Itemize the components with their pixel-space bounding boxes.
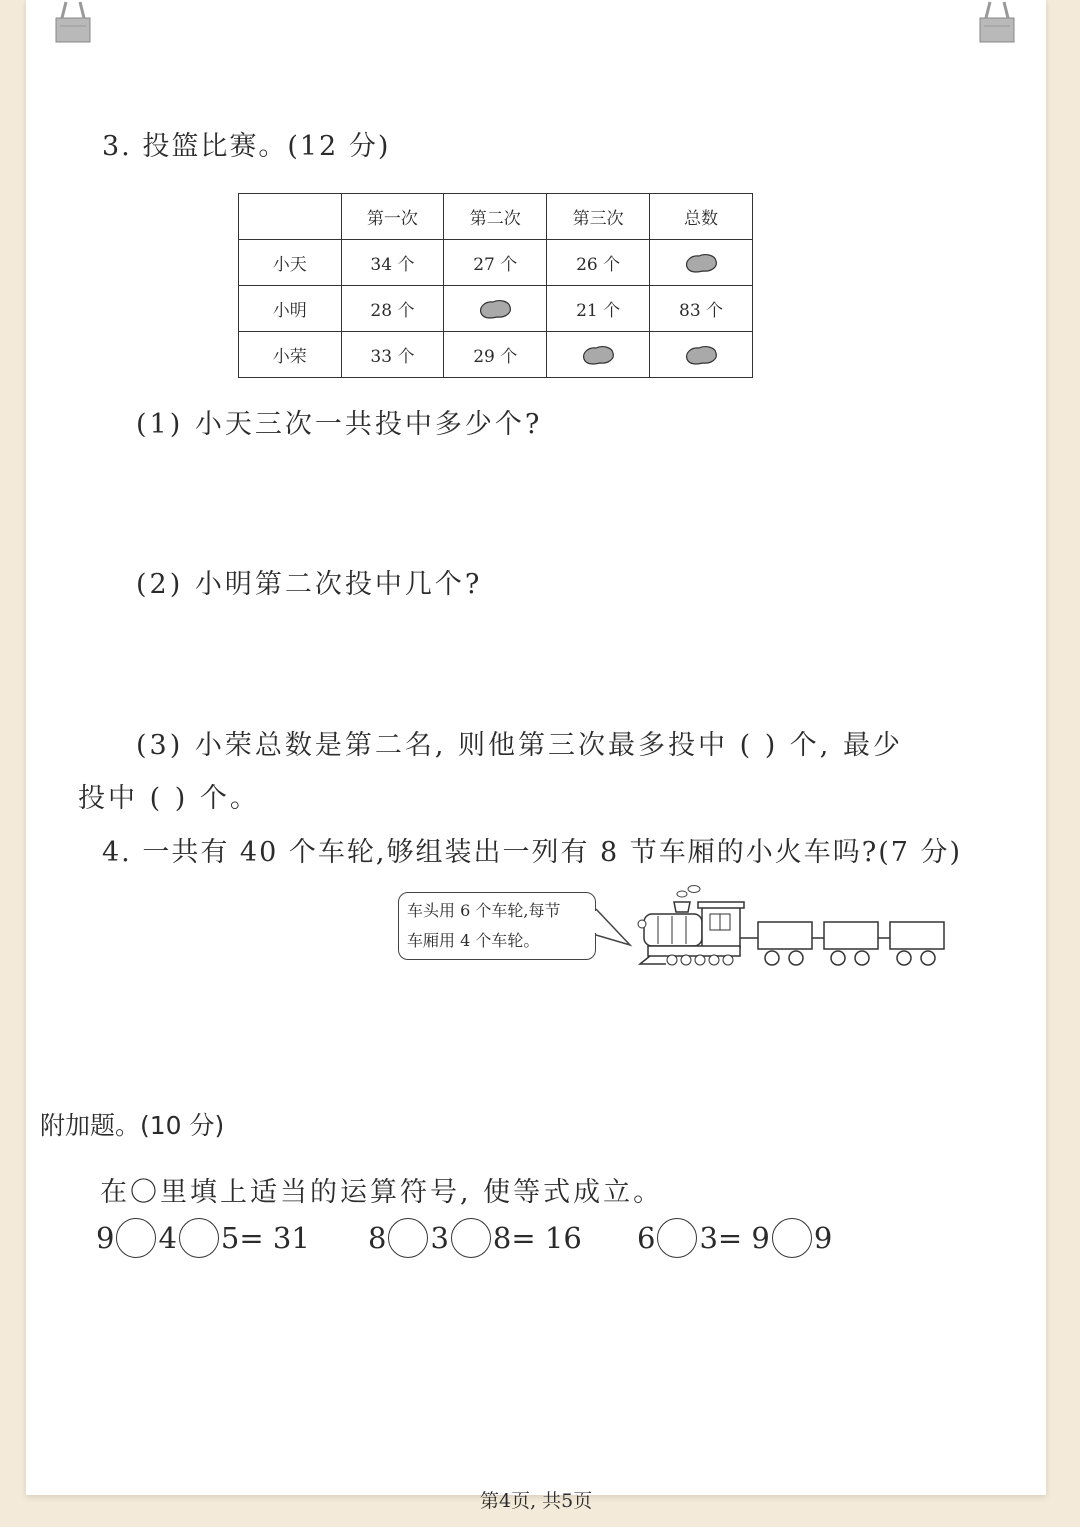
table-cell: 28 个 <box>341 286 444 332</box>
row-name-cell: 小天 <box>239 240 342 286</box>
question-3-part-3-line-2: 投中 ( ) 个。 <box>78 783 260 814</box>
ink-blot-icon <box>683 251 719 275</box>
equation-number: 6 <box>637 1221 656 1255</box>
binder-clip-right-icon <box>976 0 1018 44</box>
question-3-title: 3. 投篮比赛。(12 分) <box>102 131 391 162</box>
bonus-instruction: 在〇里填上适当的运算符号, 使等式成立。 <box>100 1177 664 1208</box>
bubble-text-line-1: 车头用 6 个车轮,每节 <box>407 901 561 920</box>
ink-blot-icon <box>683 343 719 367</box>
row-name-cell: 小荣 <box>239 332 342 378</box>
table-cell: 34 个 <box>341 240 444 286</box>
table-cell: 83 个 <box>650 286 753 332</box>
bubble-text-line-2: 车厢用 4 个车轮。 <box>407 931 540 950</box>
ink-blot-icon <box>477 297 513 321</box>
equation-result: = 16 <box>511 1221 582 1255</box>
table-header-row <box>239 194 753 240</box>
table-row <box>239 286 753 332</box>
operator-circle-input[interactable] <box>772 1218 812 1258</box>
ink-blot-icon <box>580 343 616 367</box>
equation-number: 3 <box>699 1221 718 1255</box>
table-header-cell: 第三次 <box>547 194 650 240</box>
table-header-cell: 总数 <box>650 194 753 240</box>
table-cell-hidden <box>547 332 650 378</box>
equation-number: 4 <box>158 1221 177 1255</box>
equation-number: 5 <box>220 1221 240 1255</box>
equation-3 <box>637 1218 832 1258</box>
equation-2 <box>368 1218 582 1258</box>
equation-number: 9 <box>813 1221 833 1255</box>
page-footer: 第4页, 共5页 <box>480 1490 593 1512</box>
question-3-part-1: (1) 小天三次一共投中多少个? <box>136 409 543 440</box>
table-row <box>239 240 753 286</box>
question-4-title: 4. 一共有 40 个车轮,够组装出一列有 8 节车厢的小火车吗?(7 分) <box>102 837 963 868</box>
question-3-part-2: (2) 小明第二次投中几个? <box>136 569 483 600</box>
table-cell: 29 个 <box>444 332 547 378</box>
equation-1 <box>96 1218 310 1258</box>
table-header-cell <box>239 194 342 240</box>
operator-circle-input[interactable] <box>657 1218 697 1258</box>
equation-result: = 31 <box>239 1221 310 1255</box>
table-cell-hidden <box>650 332 753 378</box>
basketball-score-table <box>238 193 753 378</box>
toy-train-icon <box>636 884 948 970</box>
bonus-title: 附加题。(10 分) <box>40 1111 225 1140</box>
equation-number: 3 <box>430 1221 449 1255</box>
table-cell: 26 个 <box>547 240 650 286</box>
equation-middle: = 9 <box>717 1221 770 1255</box>
equation-number: 9 <box>96 1221 115 1255</box>
binder-clip-left-icon <box>52 0 94 44</box>
table-cell: 21 个 <box>547 286 650 332</box>
table-header-cell: 第二次 <box>444 194 547 240</box>
table-cell: 33 个 <box>341 332 444 378</box>
equation-number: 8 <box>492 1221 512 1255</box>
operator-circle-input[interactable] <box>388 1218 428 1258</box>
table-header-cell: 第一次 <box>341 194 444 240</box>
operator-circle-input[interactable] <box>179 1218 219 1258</box>
table-cell-hidden <box>444 286 547 332</box>
equation-number: 8 <box>368 1221 387 1255</box>
bubble-tail-icon <box>594 905 634 951</box>
table-cell: 27 个 <box>444 240 547 286</box>
table-cell-hidden <box>650 240 753 286</box>
speech-bubble <box>398 892 596 960</box>
row-name-cell: 小明 <box>239 286 342 332</box>
question-3-part-3-line-1: (3) 小荣总数是第二名, 则他第三次最多投中 ( ) 个, 最少 <box>136 730 903 761</box>
operator-circle-input[interactable] <box>451 1218 491 1258</box>
table-row <box>239 332 753 378</box>
operator-circle-input[interactable] <box>116 1218 156 1258</box>
